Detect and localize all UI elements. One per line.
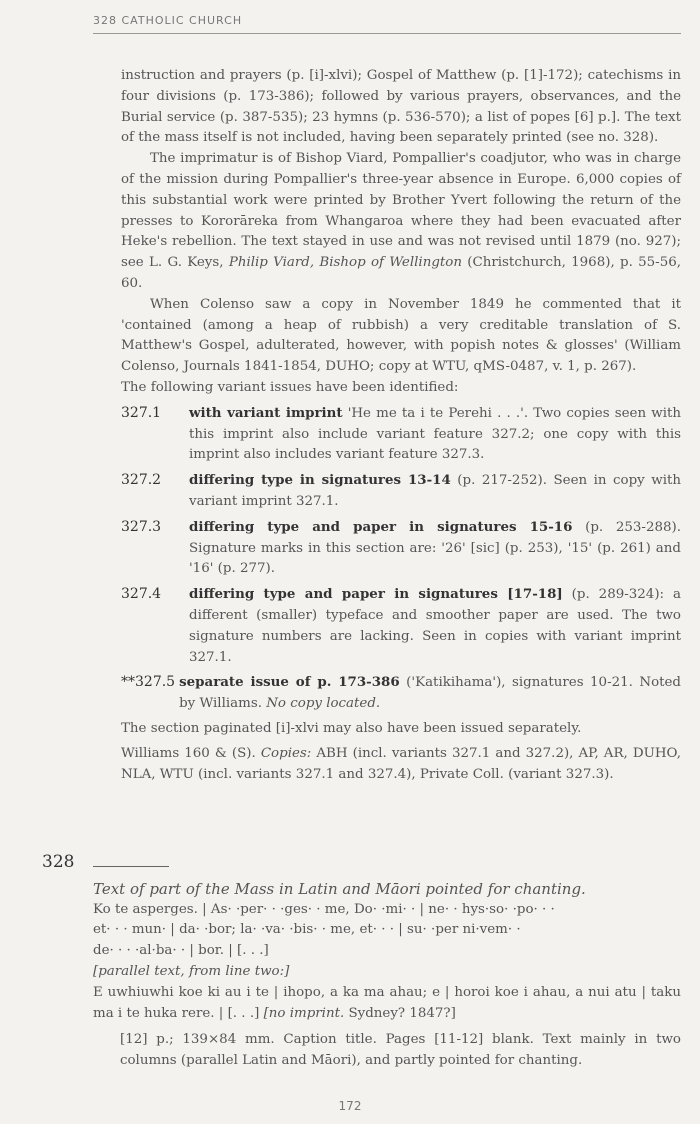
paragraph: The imprimatur is of Bishop Viard, Pompallier's coadjutor, who was in charge of the mission during Pompallier's three-year absence in Europe. 6,000 copies of this substantial work were printed by Brother Yvert following the return of the presses to Kororāreka from Whangaroa where they had been evacuated after Heke's rebellion. The text stayed in use and was not revised until 1879 (no. 927); see L. G. Keys, Philip Viard, Bishop of Wellington (Christchurch, 1968), p. 55-56, 60.	[121, 151, 681, 291]
cited-title: Philip Viard, Bishop of Wellington	[228, 255, 462, 271]
paragraph: The following variant issues have been identified:	[121, 379, 459, 395]
paragraph: instruction and prayers (p. [i]-xlvi); Gospel of Matthew (p. [1]-172); catechisms in four divisions (p. 173-386); followed by various prayers, observances, and the Burial service (p. 387-535); 23 hymns (p. 536-570); a list of popes [6] p.]. The text of the mass itself is not included, having been separately printed (see no. 328).	[121, 68, 681, 146]
entry-number: 328	[42, 852, 75, 872]
variant-item: 327.2 differing type in signatures 13-14 (p. 217-252). Seen in copy with variant imprint 327.1.	[121, 470, 681, 513]
variant-item: 327.3 differing type and paper in signatures 15-16 (p. 253-288). Signature marks in this section are: '26' [sic] (p. 253), '15' (p. 261) and '16' (p. 277).	[121, 517, 681, 580]
copies-note: Williams 160 & (S). Copies: ABH (incl. variants 327.1 and 327.2), AP, AR, DUHO, NLA, WTU (incl. variants 327.1 and 327.4), Private Coll. (variant 327.3).	[121, 745, 682, 782]
variant-number: **327.5	[121, 674, 176, 691]
latin-line: et· · · mun· | da· ·bor; la· ·va· ·bis· · me, et· · · | su· ·per ni·vem· ·	[93, 922, 521, 938]
variant-number: 327.1	[121, 404, 162, 421]
variant-number: 327.3	[121, 518, 162, 535]
physical-description: [12] p.; 139×84 mm. Caption title. Pages [11-12] blank. Text mainly in two columns (parallel Latin and Māori), and partly pointed for chanting.	[120, 1032, 681, 1069]
paragraph: When Colenso saw a copy in November 1849 he commented that it 'contained (among a heap of rubbish) a very creditable translation of S. Matthew's Gospel, adulterated, however, with popish notes & glosses' (William Colenso, Journals 1841-1854, DUHO; copy at WTU, qMS-0487, v. 1, p. 267).	[121, 296, 681, 375]
variant-number: 327.2	[121, 472, 162, 489]
running-head: 328 CATHOLIC CHURCH	[93, 14, 681, 34]
parallel-note: [parallel text, from line two:]	[93, 963, 290, 979]
entry-328	[42, 852, 681, 1072]
paragraph: The section paginated [i]-xlvi may also have been issued separately.	[121, 720, 582, 736]
variant-item: **327.5 separate issue of p. 173-386 ('Katikihama'), signatures 10-21. Noted by Williams. No copy located.	[121, 672, 681, 715]
variant-number: 327.4	[121, 586, 162, 603]
latin-line: de· · · ·al·ba· · | bor. | [. . .]	[93, 943, 269, 959]
latin-line: Ko te asperges. | As· ·per· · ·ges· · me, Do· ·mi· · | ne· · hys·so· ·po· · ·	[93, 901, 555, 917]
entry-title: Text of part of the Mass in Latin and Māori pointed for chanting.	[93, 879, 586, 898]
entry-327-body	[121, 66, 681, 785]
page-number: 172	[338, 1099, 362, 1113]
entry-rule	[93, 866, 169, 867]
maori-text: E uwhiuwhi koe ki au i te | ihopo, a ka ma ahau; e | horoi koe i ahau, a nui atu | taku ma i te huka rere. | [. . .] [no imprint. Sydney? 1847?]	[93, 984, 681, 1021]
variant-item: 327.4 differing type and paper in signatures [17-18] (p. 289-324): a different (smaller) typeface and smoother paper are used. The two signature numbers are lacking. Seen in copies with variant imprint 327.1.	[121, 584, 681, 668]
variant-item: 327.1 with variant imprint 'He me ta i te Perehi . . .'. Two copies seen with this imprint also include variant feature 327.2; one copy with this imprint also includes variant feature 327.3.	[121, 403, 681, 466]
